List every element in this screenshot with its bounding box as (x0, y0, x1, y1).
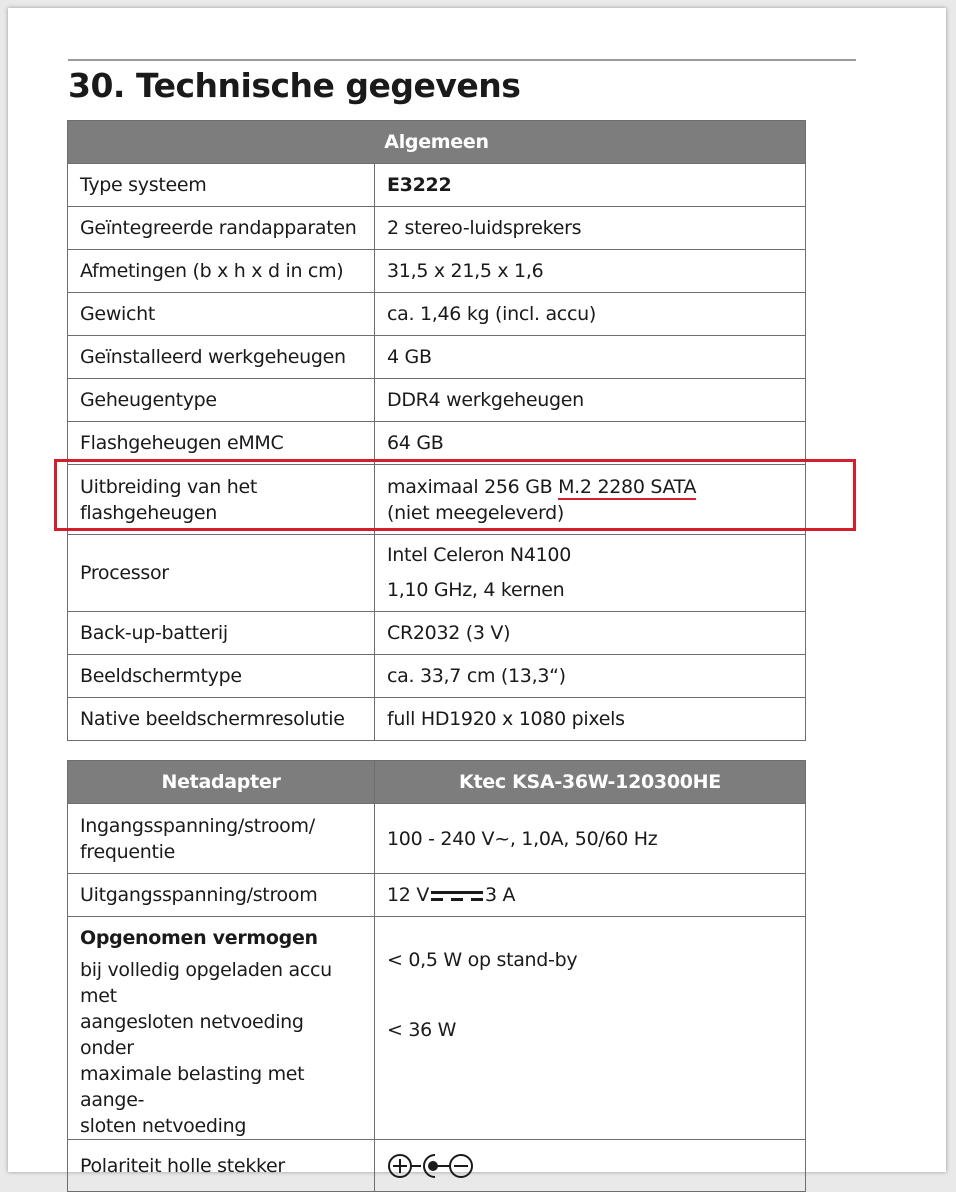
table-row (68, 655, 806, 698)
table-row (68, 612, 806, 655)
expansion-value-prefix: maximaal 256 GB (387, 475, 559, 498)
input-label-line2: frequentie (80, 840, 176, 863)
processor-value (375, 535, 806, 612)
power-label-bold: Opgenomen vermogen (80, 927, 318, 949)
spec-value: CR2032 (3 V) (375, 612, 806, 655)
spec-label: Geheugentype (68, 379, 375, 422)
output-current: 3 A (485, 884, 516, 906)
polarity-value (375, 1140, 806, 1192)
polarity-row (68, 1140, 806, 1192)
input-value: 100 - 240 V~, 1,0A, 50/60 Hz (375, 804, 806, 874)
table-row (68, 379, 806, 422)
table-row (68, 164, 806, 207)
expansion-value-highlight: M.2 2280 SATA (558, 475, 697, 498)
processor-value-line2: 1,10 GHz, 4 kernen (387, 579, 565, 601)
power-label-line: sloten netvoeding (80, 1115, 247, 1137)
spec-value: DDR4 werkgeheugen (375, 379, 806, 422)
spec-label: Geïnstalleerd werkgeheugen (68, 336, 375, 379)
spec-value: ca. 1,46 kg (incl. accu) (375, 293, 806, 336)
power-label (68, 917, 375, 1140)
spec-label: Native beeldschermresolutie (68, 698, 375, 741)
input-label-line1: Ingangsspanning/stroom/ (80, 814, 315, 837)
expansion-label-line2: flashgeheugen (80, 501, 217, 524)
output-row (68, 874, 806, 917)
table-row (68, 698, 806, 741)
expansion-value-line2: (niet meegeleverd) (387, 501, 565, 524)
spec-value: full HD1920 x 1080 pixels (375, 698, 806, 741)
spec-label: Gewicht (68, 293, 375, 336)
general-header-row (68, 121, 806, 164)
polarity-symbol-icon (387, 1152, 487, 1180)
processor-row (68, 535, 806, 612)
processor-value-line1: Intel Celeron N4100 (387, 544, 571, 566)
table-row (68, 293, 806, 336)
table-row (68, 250, 806, 293)
spec-label: Beeldschermtype (68, 655, 375, 698)
polarity-label: Polariteit holle stekker (68, 1140, 375, 1192)
table-row (68, 336, 806, 379)
general-specs-table (67, 120, 806, 741)
output-value (375, 874, 806, 917)
spec-label: Flashgeheugen eMMC (68, 422, 375, 465)
power-label-line: maximale belasting met aange- (80, 1063, 305, 1111)
output-label: Uitgangsspanning/stroom (68, 874, 375, 917)
output-voltage: 12 V (387, 884, 430, 906)
spec-label: Geïntegreerde randapparaten (68, 207, 375, 250)
input-label (68, 804, 375, 874)
spec-value: 64 GB (375, 422, 806, 465)
spec-value: 4 GB (375, 336, 806, 379)
dc-current-icon (431, 889, 483, 903)
table-row (68, 207, 806, 250)
adapter-header-right: Ktec KSA-36W-120300HE (375, 761, 806, 804)
spec-value: ca. 33,7 cm (13,3“) (375, 655, 806, 698)
power-row (68, 917, 806, 1140)
highlight-box (54, 459, 856, 531)
input-row (68, 804, 806, 874)
top-divider (68, 59, 856, 61)
processor-label: Processor (68, 535, 375, 612)
power-label-line: bij volledig opgeladen accu met (80, 959, 332, 1007)
power-value (375, 917, 806, 1140)
adapter-specs-table (67, 760, 806, 1192)
spec-value: 31,5 x 21,5 x 1,6 (375, 250, 806, 293)
adapter-header-row (68, 761, 806, 804)
document-page (8, 8, 946, 1177)
spec-value: E3222 (375, 164, 806, 207)
general-header: Algemeen (68, 121, 806, 164)
adapter-header-left: Netadapter (68, 761, 375, 804)
spec-label: Type systeem (68, 164, 375, 207)
section-title: 30. Technische gegevens (68, 66, 521, 105)
spec-label: Afmetingen (b x h x d in cm) (68, 250, 375, 293)
power-max: < 36 W (387, 1019, 457, 1041)
power-label-line: aangesloten netvoeding onder (80, 1011, 304, 1059)
spec-label: Back-up-batterij (68, 612, 375, 655)
expansion-label-line1: Uitbreiding van het (80, 475, 257, 498)
power-standby: < 0,5 W op stand-by (387, 949, 578, 971)
spec-value: 2 stereo-luidsprekers (375, 207, 806, 250)
